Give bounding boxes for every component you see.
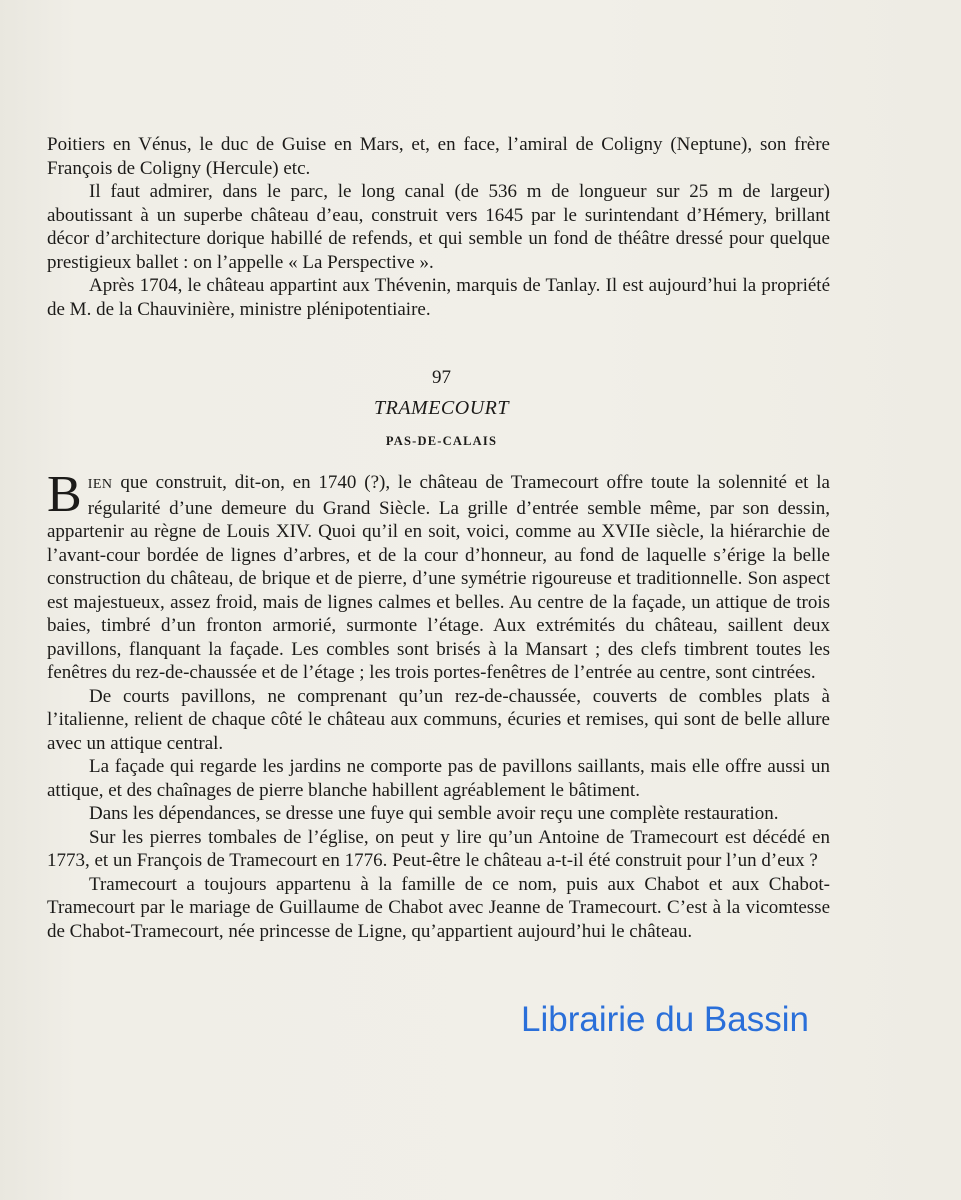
body-paragraph-1 xyxy=(47,466,830,685)
body-paragraph-5: Sur les pierres tombales de l’église, on peut y lire qu’un Antoine de Tramecourt est décédé en 1773, et un François de Tramecourt en 1776. Peut-être le château a-t-il été construit pour l’un d’eux ? xyxy=(47,826,830,871)
body-paragraph-1-text: que construit, dit-on, en 1740 (?), le château de Tramecourt offre toute la solennité et la régularité d’une demeure du Grand Siècle. La grille d’entrée semble même, par son dessin, appartenir au règne de Louis XIV. Quoi qu’il en soit, voici, comme au XVIIe siècle, la hiérarchie de l’avant-cour bordée de lignes d’arbres, et de la cour d’honneur, au fond de laquelle s’érige la belle construction du château, de brique et de pierre, d’une symétrie rigoureuse et traditionnelle. Son aspect est majestueux, assez froid, mais de lignes calmes et belles. Au centre de la façade, un attique de trois baies, timbré d’un fronton armorié, surmonte l’étage. Aux extrémités du château, saillent deux pavillons, flanquant la façade. Les combles sont brisés à la Mansart ; des clefs timbrent toutes les fenêtres du rez-de-chaussée et de l’étage ; les trois portes-fenêtres de l’entrée au centre, sont cintrées. xyxy=(47,472,830,683)
intro-text xyxy=(47,133,830,321)
watermark-label: Librairie du Bassin xyxy=(521,1000,809,1039)
drop-cap: B xyxy=(47,466,82,523)
section-title: TRAMECOURT xyxy=(374,397,509,419)
section-number: 97 xyxy=(432,367,451,388)
body-paragraph-2: De courts pavillons, ne comprenant qu’un rez-de-chaussée, couverts de combles plats à l’italienne, relient de chaque côté le château aux communs, écuries et remises, qui sont de belle allure avec un attique central. xyxy=(47,685,830,754)
section-region: PAS-DE-CALAIS xyxy=(385,434,498,448)
section-body xyxy=(47,466,830,943)
lead-smallcaps: IEN xyxy=(87,477,113,492)
body-paragraph-6: Tramecourt a toujours appartenu à la famille de ce nom, puis aux Chabot et aux Chabot-Tramecourt par le mariage de Guillaume de Chabot avec Jeanne de Tramecourt. C’est à la vicomtesse de Chabot-Tramecourt, née princesse de Ligne, qu’appartient aujourd’hui le château. xyxy=(47,873,830,942)
intro-paragraph-1: Poitiers en Vénus, le duc de Guise en Mars, et, en face, l’amiral de Coligny (Neptune), son frère François de Coligny (Hercule) etc. xyxy=(47,134,830,179)
body-paragraph-3: La façade qui regarde les jardins ne comporte pas de pavillons saillants, mais elle offre aussi un attique, et des chaînages de pierre blanche habillent agréablement le bâtiment. xyxy=(47,756,830,801)
body-paragraph-4: Dans les dépendances, se dresse une fuye qui semble avoir reçu une complète restauration. xyxy=(89,803,779,824)
intro-paragraph-2: Il faut admirer, dans le parc, le long canal (de 536 m de longueur sur 25 m de largeur) aboutissant à un superbe château d’eau, construit vers 1645 par le surintendant d’Hémery, brillant décor d’architecture dorique habillé de refends, et qui semble un fond de théâtre dressé pour quelque prestigieux ballet : on l’appelle « La Perspective ». xyxy=(47,181,830,273)
intro-paragraph-3: Après 1704, le château appartint aux Thévenin, marquis de Tanlay. Il est aujourd’hui la propriété de M. de la Chauvinière, ministre plénipotentiaire. xyxy=(47,275,830,320)
